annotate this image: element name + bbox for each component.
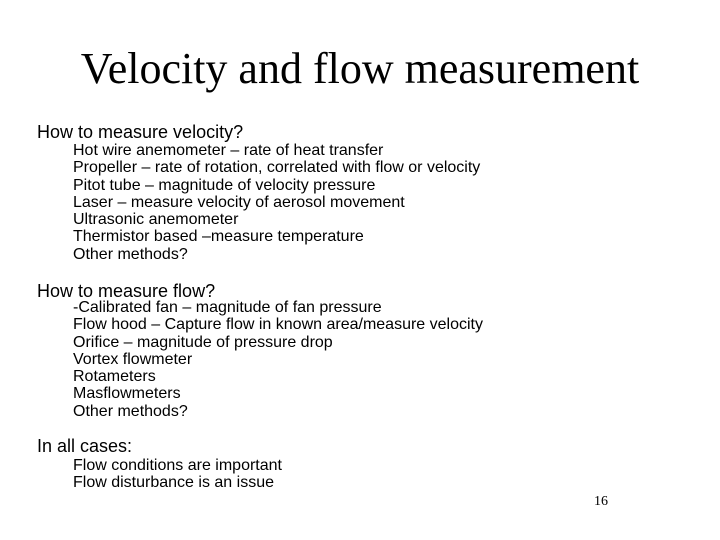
section-heading-flow: How to measure flow? — [37, 281, 216, 301]
list-item: Hot wire anemometer – rate of heat transfer — [73, 142, 384, 159]
list-item: Orifice – magnitude of pressure drop — [73, 333, 333, 351]
slide-title: Velocity and flow measurement — [80, 44, 640, 93]
list-item: Other methods? — [73, 245, 188, 263]
section-heading-all-cases: In all cases: — [37, 436, 133, 456]
list-item: Masflowmeters — [73, 385, 181, 403]
flow-methods-list — [73, 299, 483, 420]
list-item: Ultrasonic anemometer — [73, 211, 239, 229]
section-heading-velocity: How to measure velocity? — [37, 122, 244, 142]
slide-number: 16 — [594, 494, 608, 509]
list-item: Flow conditions are important — [73, 457, 282, 474]
all-cases-list — [73, 457, 282, 492]
list-item: Flow hood – Capture flow in known area/measure velocity — [73, 316, 483, 334]
velocity-methods-list — [73, 142, 480, 263]
list-item: Laser – measure velocity of aerosol movement — [73, 193, 405, 211]
list-item: Other methods? — [73, 402, 188, 420]
list-item: -Calibrated fan – magnitude of fan pressure — [73, 299, 382, 316]
list-item: Flow disturbance is an issue — [73, 474, 274, 492]
list-item: Rotameters — [73, 368, 156, 386]
list-item: Pitot tube – magnitude of velocity pressure — [73, 176, 376, 194]
list-item: Thermistor based –measure temperature — [73, 228, 364, 246]
list-item: Propeller – rate of rotation, correlated with flow or velocity — [73, 159, 481, 177]
list-item: Vortex flowmeter — [73, 350, 193, 368]
